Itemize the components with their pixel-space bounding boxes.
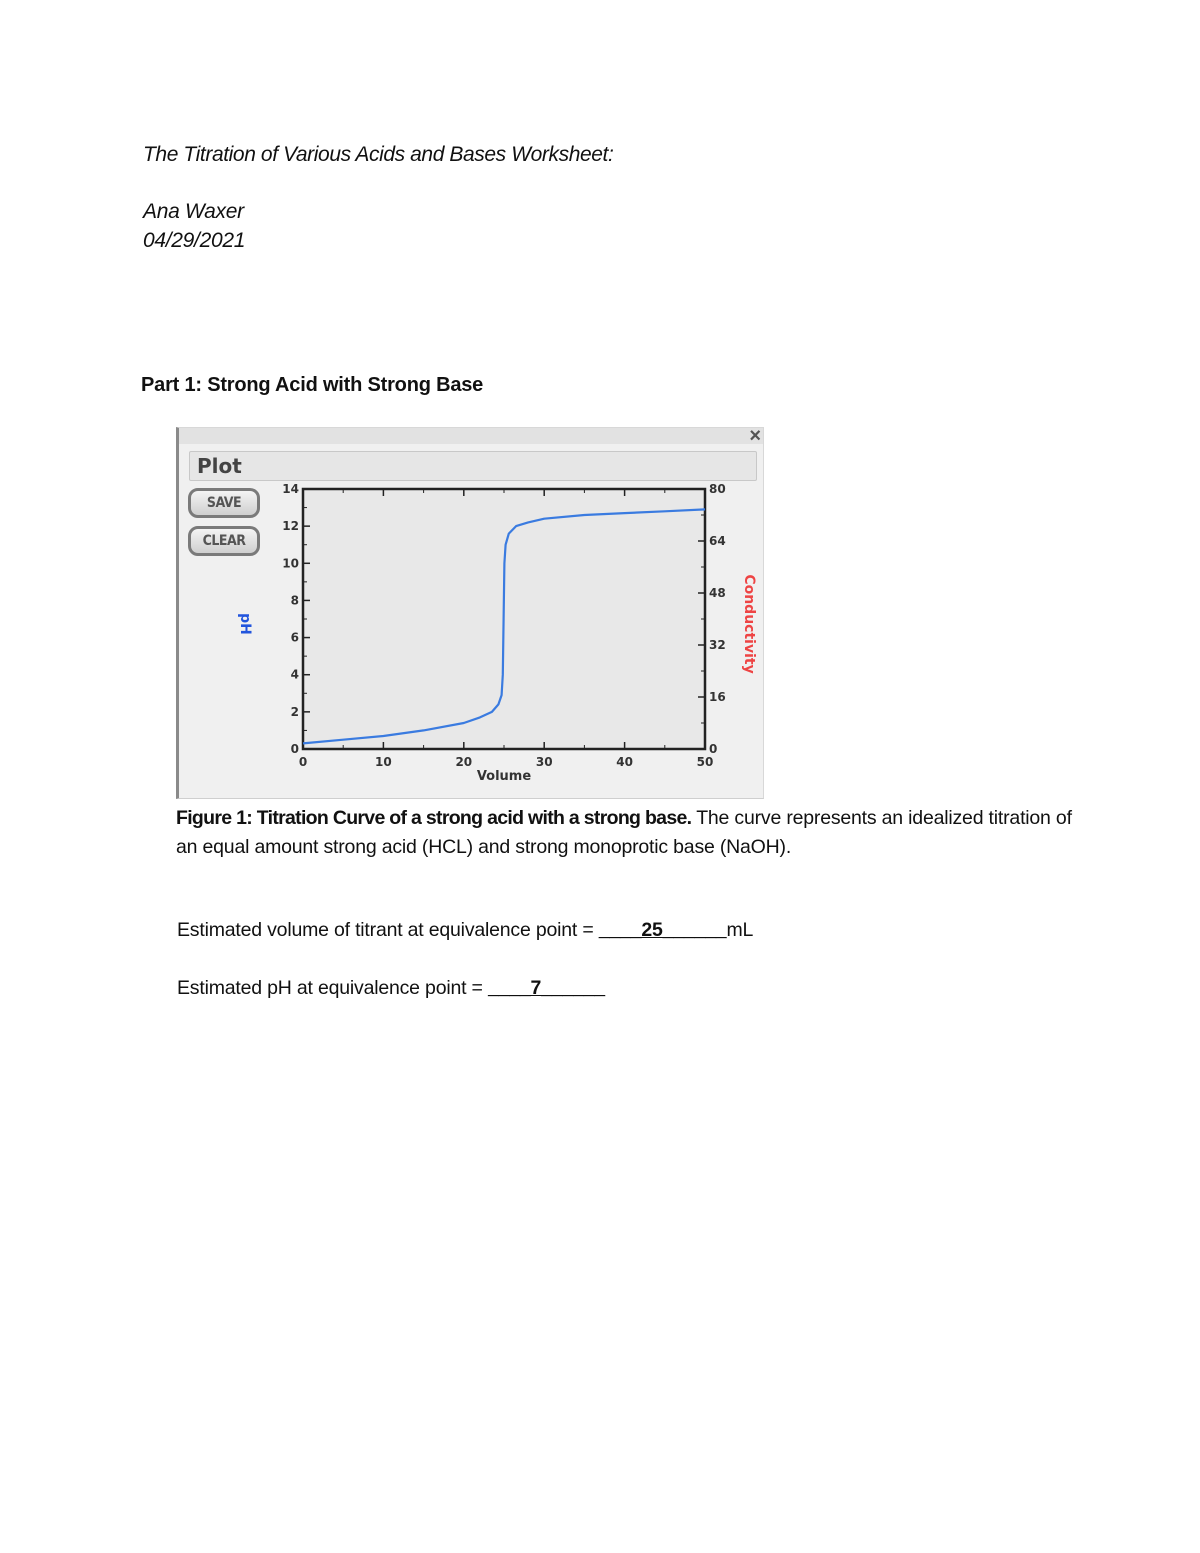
plot-window (176, 427, 764, 799)
author-name: Ana Waxer (143, 200, 244, 223)
y-tick-label: 8 (290, 593, 299, 608)
question-equivalence-ph (177, 977, 605, 1000)
y-axis-label: pH (237, 613, 253, 635)
q2-prefix: Estimated pH at equivalence point = (177, 977, 488, 999)
figure-caption (176, 804, 1076, 862)
x-tick-label: 30 (535, 755, 553, 769)
x-tick-label: 10 (375, 755, 392, 769)
plot-title: Plot (197, 454, 242, 478)
y2-tick-label: 48 (709, 586, 726, 600)
y-tick-label: 0 (290, 742, 299, 756)
q1-answer: ____25______ (598, 919, 727, 941)
y2-tick-label: 16 (709, 690, 726, 704)
x-tick-label: 0 (298, 755, 308, 769)
question-equivalence-volume (177, 919, 753, 942)
y2-tick-label: 32 (709, 638, 726, 652)
document-date: 04/29/2021 (143, 229, 246, 252)
y-tick-label: 6 (290, 630, 299, 645)
y-tick-label: 12 (282, 519, 299, 534)
q1-prefix: Estimated volume of titrant at equivalence point = (177, 919, 599, 941)
titration-chart (179, 428, 767, 800)
q1-unit: mL (726, 919, 754, 941)
section-heading: Part 1: Strong Acid with Strong Base (141, 374, 484, 396)
caption-label: Figure 1: Titration Curve of a strong acid with a strong base. (176, 807, 692, 829)
y2-tick-label: 80 (709, 482, 726, 496)
y2-axis-label: Conductivity (741, 574, 757, 674)
y2-tick-label: 64 (709, 534, 726, 548)
y2-tick-label: 0 (709, 742, 718, 756)
caption-text: The curve represents an idealized titration of an equal amount strong acid (HCL) and strong monoprotic base (NaOH). (176, 807, 1072, 858)
x-tick-label: 20 (455, 755, 473, 769)
x-tick-label: 40 (616, 755, 633, 769)
save-button[interactable]: SAVE (188, 488, 260, 518)
document-title: The Titration of Various Acids and Bases Worksheet: (143, 143, 614, 166)
clear-button[interactable]: CLEAR (188, 526, 260, 556)
y-tick-label: 2 (290, 704, 299, 719)
close-icon[interactable]: × (749, 425, 761, 447)
y-tick-label: 14 (282, 482, 299, 496)
x-axis-label: Volume (476, 769, 532, 784)
x-tick-label: 50 (696, 755, 714, 769)
y-tick-label: 10 (282, 556, 299, 571)
q2-answer: ____7______ (487, 977, 606, 999)
y-tick-label: 4 (290, 667, 299, 682)
